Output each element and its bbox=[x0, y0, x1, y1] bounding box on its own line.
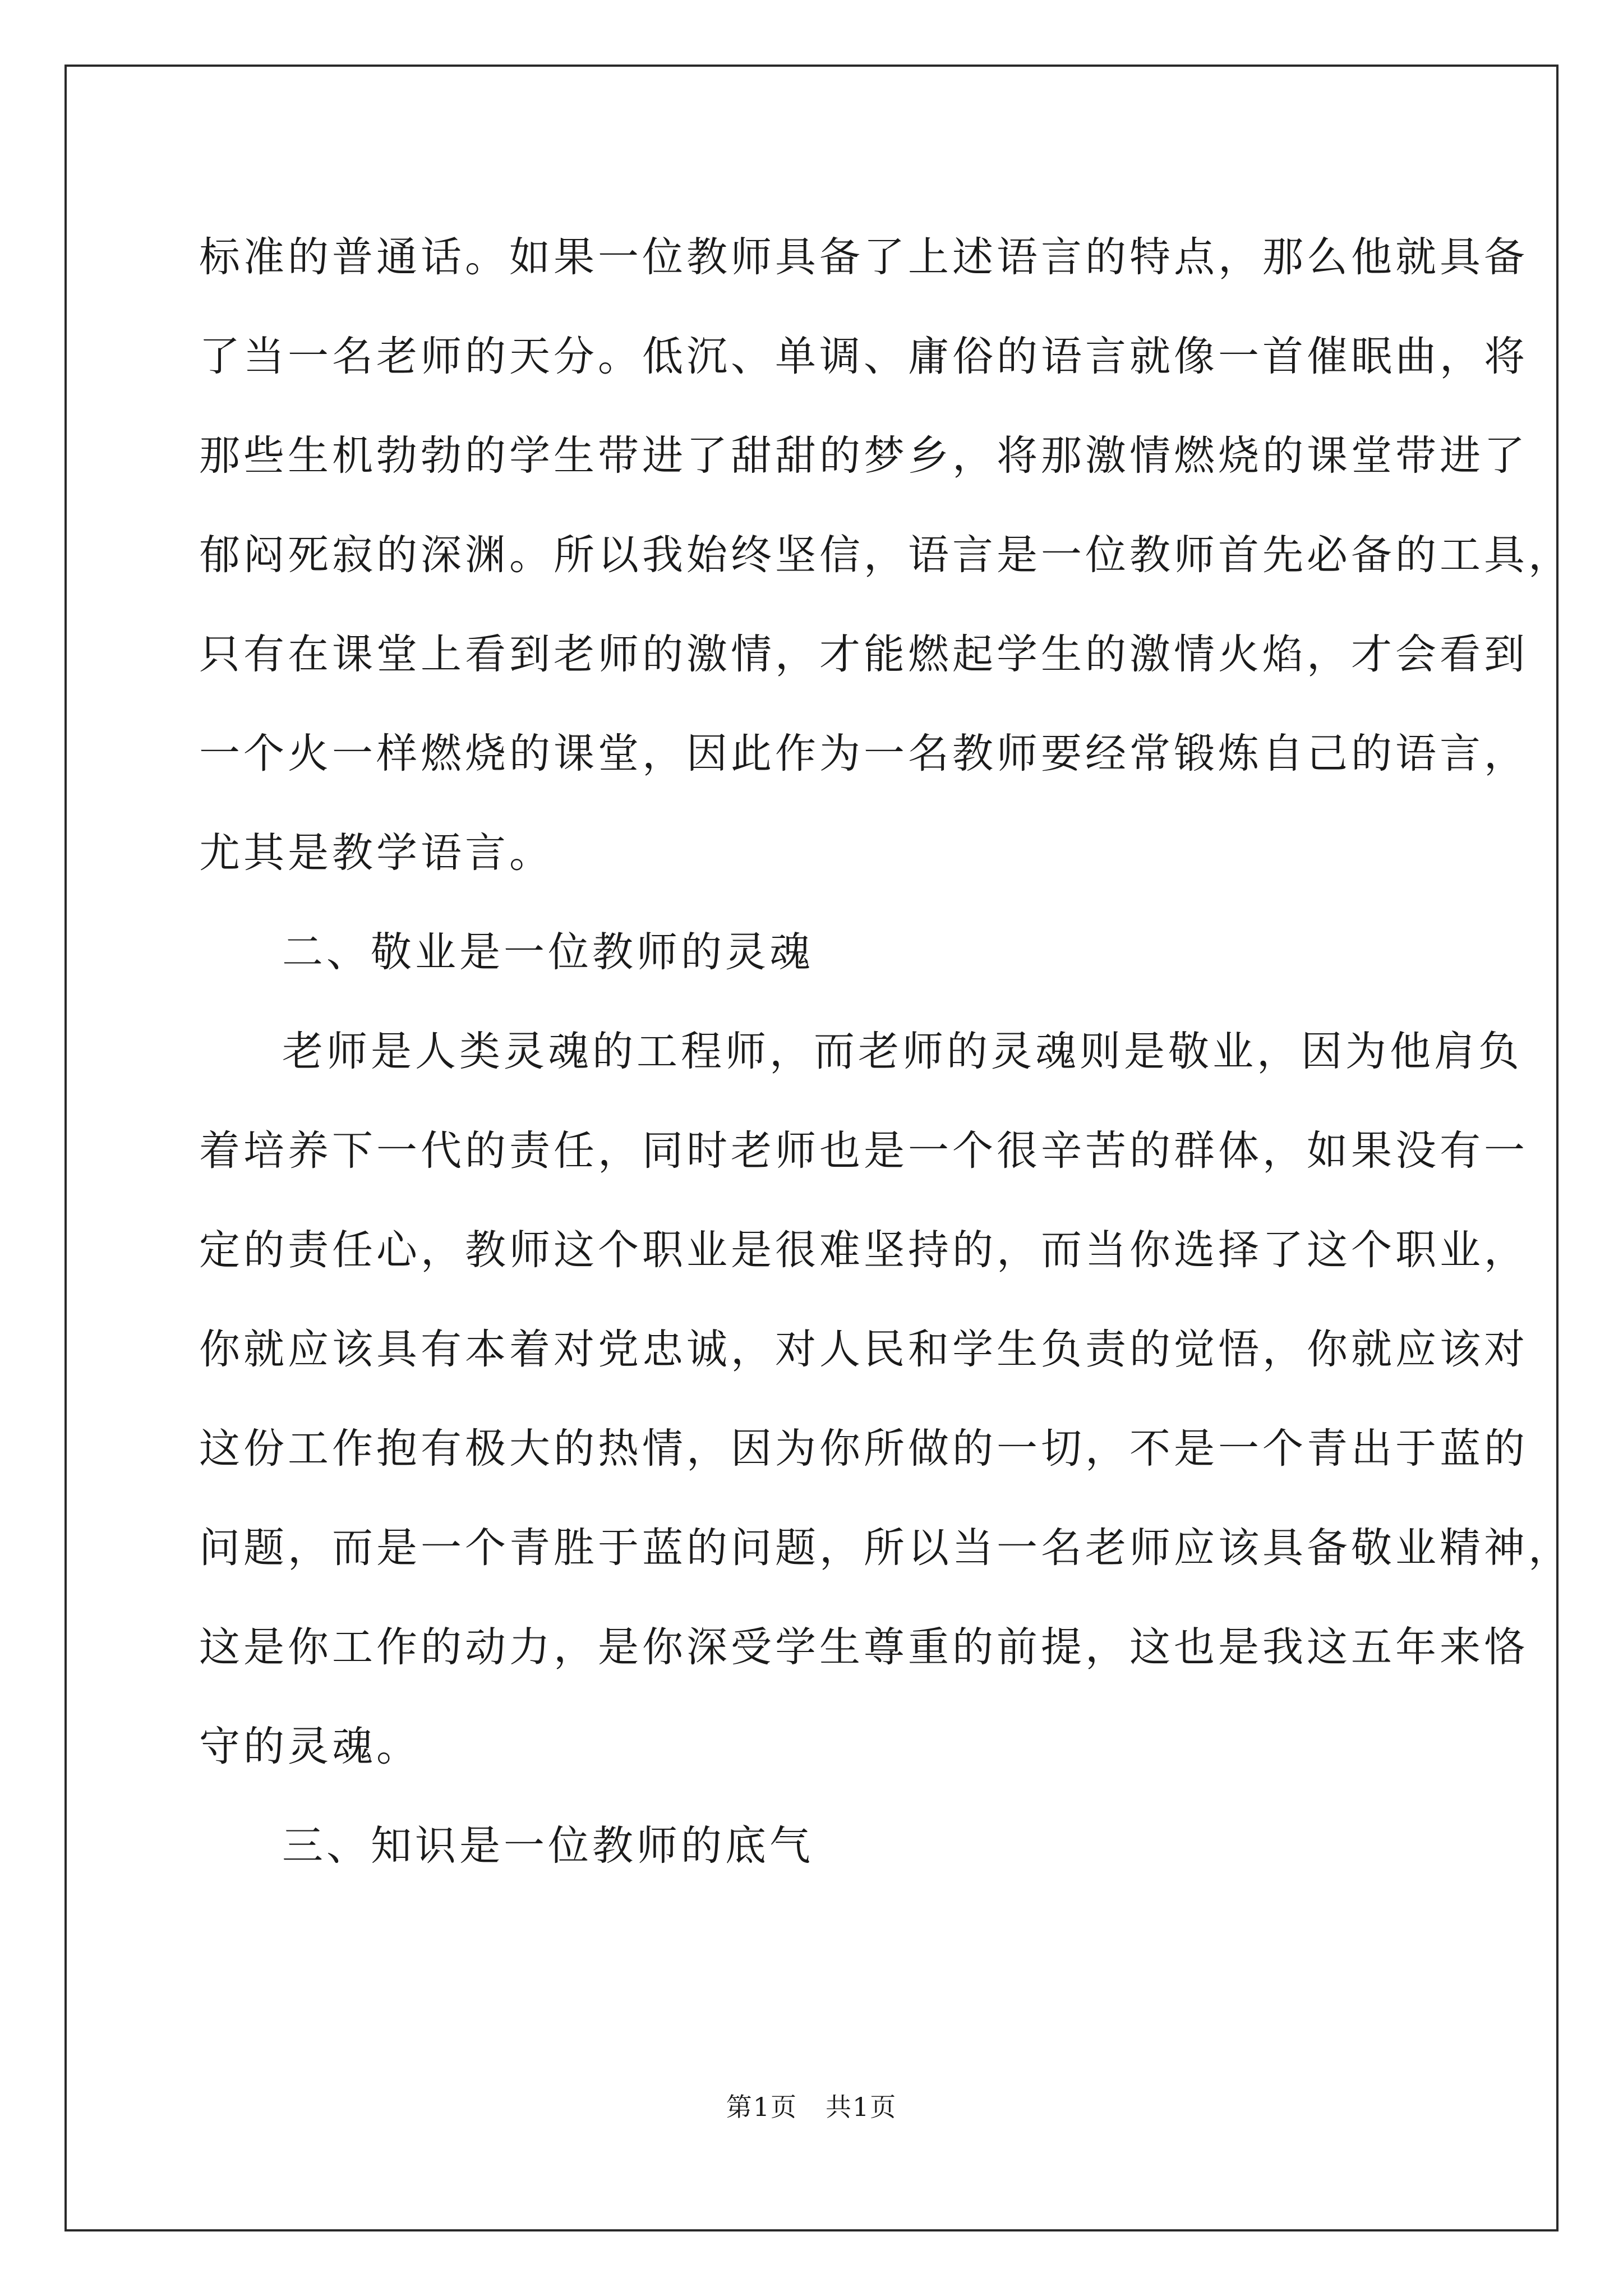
text-line: 只有在课堂上看到老师的激情，才能燃起学生的激情火焰，才会看到 bbox=[199, 631, 1528, 678]
text-line: 老师是人类灵魂的工程师，而老师的灵魂则是敬业，因为他肩负 bbox=[282, 1028, 1523, 1075]
text-line: 守的灵魂。 bbox=[199, 1723, 421, 1770]
text-line: 定的责任心，教师这个职业是很难坚持的，而当你选择了这个职业， bbox=[199, 1226, 1528, 1274]
text-line: 一个火一样燃烧的课堂，因此作为一名教师要经常锻炼自己的语言， bbox=[199, 730, 1528, 777]
section-heading: 三、知识是一位教师的底气 bbox=[282, 1822, 814, 1870]
page-number: 第1页 bbox=[726, 2092, 797, 2122]
text-line: 着培养下一代的责任，同时老师也是一个很辛苦的群体，如果没有一 bbox=[199, 1127, 1528, 1175]
page-total: 共1页 bbox=[826, 2092, 897, 2122]
section-heading: 二、敬业是一位教师的灵魂 bbox=[282, 928, 814, 976]
text-line: 了当一名老师的天分。低沉、单调、庸俗的语言就像一首催眠曲，将 bbox=[199, 333, 1528, 380]
text-line: 那些生机勃勃的学生带进了甜甜的梦乡，将那激情燃烧的课堂带进了 bbox=[199, 432, 1528, 480]
text-line: 这是你工作的动力，是你深受学生尊重的前提，这也是我这五年来恪 bbox=[199, 1623, 1528, 1671]
page-footer bbox=[0, 2087, 1623, 2124]
text-line: 尤其是教学语言。 bbox=[199, 829, 554, 877]
text-line: 你就应该具有本着对党忠诚，对人民和学生负责的觉悟，你就应该对 bbox=[199, 1326, 1528, 1373]
text-line: 这份工作抱有极大的热情，因为你所做的一切，不是一个青出于蓝的 bbox=[199, 1425, 1528, 1473]
text-line: 问题，而是一个青胜于蓝的问题，所以当一名老师应该具备敬业精神， bbox=[199, 1524, 1573, 1572]
document-body bbox=[199, 208, 1573, 1895]
text-line: 郁闷死寂的深渊。所以我始终坚信，语言是一位教师首先必备的工具， bbox=[199, 531, 1573, 579]
text-line: 标准的普通话。如果一位教师具备了上述语言的特点，那么他就具备 bbox=[199, 233, 1528, 281]
